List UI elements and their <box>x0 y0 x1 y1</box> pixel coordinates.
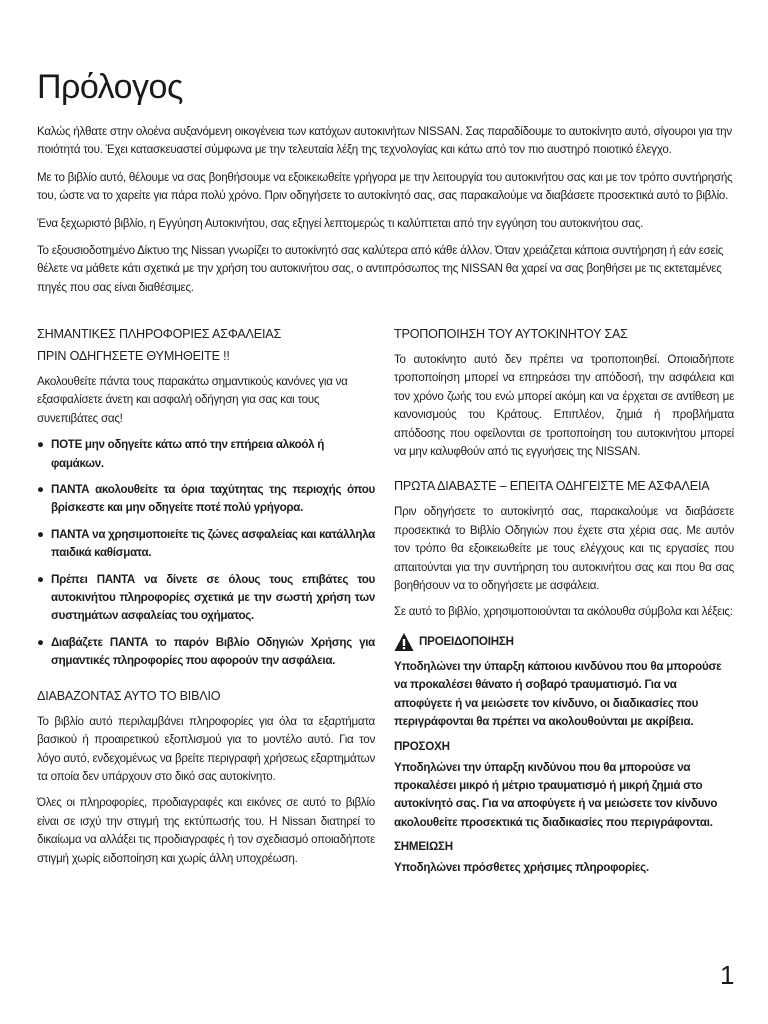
modification-heading: ΤΡΟΠΟΠΟΙΗΣΗ ΤΟΥ ΑΥΤΟΚΙΝΗΤΟΥ ΣΑΣ <box>394 327 628 341</box>
safety-intro: Ακολουθείτε πάντα τους παρακάτω σημαντικούς κανόνες για να εξασφαλίσετε άνετη και ασφαλή οδήγηση για σας και τους συνεπιβάτες σας! <box>37 375 348 425</box>
list-item <box>37 571 375 626</box>
warning-paragraph: Υποδηλώνει την ύπαρξη κάποιου κινδύνου που θα μπορούσε να προκαλέσει θάνατο ή σοβαρό τραυματισμό. Για να αποφύγετε ή να μειώσετε τον κίνδυνο, οι διαδικασίες που περιγράφονται θα πρέπει να ακολουθούνται με ακρίβεια. <box>394 659 722 729</box>
list-item-text: Διαβάζετε ΠΑΝΤΑ το παρόν Βιβλίο Οδηγιών Χρήσης για σημαντικές πληροφορίες που αφορούν την ασφάλεια. <box>51 635 375 668</box>
list-item <box>37 481 375 518</box>
intro-paragraph-1: Καλώς ήλθατε στην ολοένα αυξανόμενη οικογένεια των κατόχων αυτοκινήτων NISSAN. Σας παραδίδουμε το αυτοκίνητο αυτό, σίγουροι για την ποιότητά του. Έχει κατασκευαστεί σύμφωνα με την τελευταία λέξη της τεχνολογίας και κάτω από τον πιο αυστηρό ποιοτικό έλεγχο. <box>37 125 732 157</box>
note-label: ΣΗΜΕΙΩΣΗ <box>394 840 453 854</box>
list-item-text: Πρέπει ΠΑΝΤΑ να δίνετε σε όλους τους επιβάτες του αυτοκινήτου πληροφορίες σχετικά με την σωστή χρήση των συστημάτων ασφαλείας του οχήματος. <box>51 572 375 623</box>
right-column <box>394 323 734 886</box>
caution-paragraph: Υποδηλώνει την ύπαρξη κινδύνου που θα μπορούσε να προκαλέσει μικρό ή μέτριο τραυματισμό ή μικρή ζημιά στο αυτοκίνητό σας. Για να αποφύγετε ή να μειώσετε τον κίνδυνο ακολουθείτε προσεκτικά τις διαδικασίες που περιγράφονται. <box>394 760 718 829</box>
list-item <box>37 436 375 473</box>
intro-paragraph-3: Ένα ξεχωριστό βιβλίο, η Εγγύηση Αυτοκινήτου, σας εξηγεί λεπτομερώς τι καλύπτεται από την εγγύηση του αυτοκινήτου σας. <box>37 216 644 230</box>
warning-label: ΠΡΟΕΙΔΟΠΟΙΗΣΗ <box>419 635 514 649</box>
warning-label-row <box>394 632 734 652</box>
page-title: Πρόλογος <box>37 68 183 106</box>
list-item-text: ΠΑΝΤΑ ακολουθείτε τα όρια ταχύτητας της περιοχής όπου βρίσκεστε και μην οδηγείτε ποτέ πολύ γρήγορα. <box>51 483 375 515</box>
list-item <box>37 634 375 671</box>
bullet-icon: ● <box>37 527 44 541</box>
bullet-icon: ● <box>37 635 44 649</box>
symbols-paragraph: Σε αυτό το βιβλίο, χρησιμοποιούνται τα ακόλουθα σύμβολα και λέξεις: <box>394 605 733 619</box>
bullet-icon: ● <box>37 438 44 452</box>
read-first-paragraph: Πριν οδηγήσετε το αυτοκίνητό σας, παρακαλούμε να διαβάσετε προσεκτικά το Βιβλίο Οδηγιών που έχετε στα χέρια σας. Με αυτόν τον τρόπο θα εξοικειωθείτε με τους ελέγχους και τις εργασίες που απαιτούνται για την συντήρηση του αυτοκινήτου σας και που θα σας βοηθήσουν να το οδηγήσετε με ασφάλεια. <box>394 505 734 593</box>
reading-paragraph-2: Όλες οι πληροφορίες, προδιαγραφές και εικόνες σε αυτό το βιβλίο είναι σε ισχύ την στιγμή της εκτύπωσής του. Η Nissan διατηρεί το δικαίωμα να αλλάξει τις προδιαγραφές ή τον σχεδιασμό οποιαδήποτε στιγμή χωρίς ειδοποίηση και χωρίς άλλη υποχρέωση. <box>37 796 375 865</box>
reading-paragraph-1: Το βιβλίο αυτό περιλαμβάνει πληροφορίες για όλα τα εξαρτήματα βασικού ή προαιρετικού εξοπλισμού για το μοντέλο αυτό. Για τον λόγο αυτό, ενδεχομένως να βρείτε περιγραφή χρήσεως εξαρτημάτων τα οποία δεν υπάρχουν στο δικό σας αυτοκίνητο. <box>37 714 375 783</box>
list-item-text: ΠΟΤΕ μην οδηγείτε κάτω από την επήρεια αλκοόλ ή φαμάκων. <box>51 438 325 470</box>
read-first-heading: ΠΡΩΤΑ ΔΙΑΒΑΣΤΕ – ΕΠΕΙΤΑ ΟΔΗΓΕΙΣΤΕ ΜΕ ΑΣΦΑΛΕΙΑ <box>394 479 710 494</box>
safety-heading <box>37 323 375 367</box>
safety-heading-line-2: ΠΡΙΝ ΟΔΗΓΗΣΕΤΕ ΘΥΜΗΘΕΙΤΕ !! <box>37 349 230 363</box>
left-column <box>37 323 375 876</box>
modification-paragraph: Το αυτοκίνητο αυτό δεν πρέπει να τροποποιηθεί. Οποιαδήποτε τροποποίηση μπορεί να επηρεάσει την απόδοσή, την ασφάλεια και τον χρόνο ζωής του ενώ μπορεί ακόμη και να έρχεται σε αντίθεση με κανονισμούς του Κράτους. Επιπλέον, ζημιά ή προβλήματα απόδοσης που οφείλονται σε τροποποίηση του αυτοκινήτου μπορεί να μην καλυφθούν από τις εγγυήσεις της NISSAN. <box>394 353 734 459</box>
note-paragraph: Υποδηλώνει πρόσθετες χρήσιμες πληροφορίες. <box>394 861 649 875</box>
intro-section <box>37 123 733 306</box>
safety-rules-list <box>37 436 375 670</box>
bullet-icon: ● <box>37 483 44 497</box>
page-number: 1 <box>720 960 735 990</box>
caution-label: ΠΡΟΣΟΧΗ <box>394 739 450 753</box>
safety-heading-line-1: ΣΗΜΑΝΤΙΚΕΣ ΠΛΗΡΟΦΟΡΙΕΣ ΑΣΦΑΛΕΙΑΣ <box>37 327 282 341</box>
list-item <box>37 526 375 563</box>
list-item-text: ΠΑΝΤΑ να χρησιμοποιείτε τις ζώνες ασφαλείας και κατάλληλα παιδικά καθίσματα. <box>51 527 375 560</box>
intro-paragraph-2: Με το βιβλίο αυτό, θέλουμε να σας βοηθήσουμε να εξοικειωθείτε γρήγορα με την λειτουργία του αυτοκινήτου σας και με τον τρόπο συντήρησής του, ώστε να το χαρείτε για πάρα πολύ χρόνο. Πριν οδηγήσετε το αυτοκίνητό σας, σας παρακαλούμε να διαβάσετε προσεκτικά αυτό το βιβλίο. <box>37 170 733 203</box>
intro-paragraph-4: Το εξουσιοδοτημένο Δίκτυο της Nissan γνωρίζει το αυτοκίνητό σας καλύτερα από κάθε άλλον. Όταν χρειάζεται κάποια συντήρηση ή εάν εσείς θέλετε να μάθετε κάτι σχετικά με την χρήση του αυτοκινήτου σας, ο αντιπρόσωπος της NISSAN θα χαρεί να σας βοηθήσει με τις εκτεταμένες πηγές που σας είναι διαθέσιμες. <box>37 244 724 294</box>
bullet-icon: ● <box>37 572 44 586</box>
warning-triangle-icon <box>394 632 414 652</box>
reading-heading: ΔΙΑΒΑΖΟΝΤΑΣ ΑΥΤΟ ΤΟ ΒΙΒΛΙΟ <box>37 688 221 703</box>
